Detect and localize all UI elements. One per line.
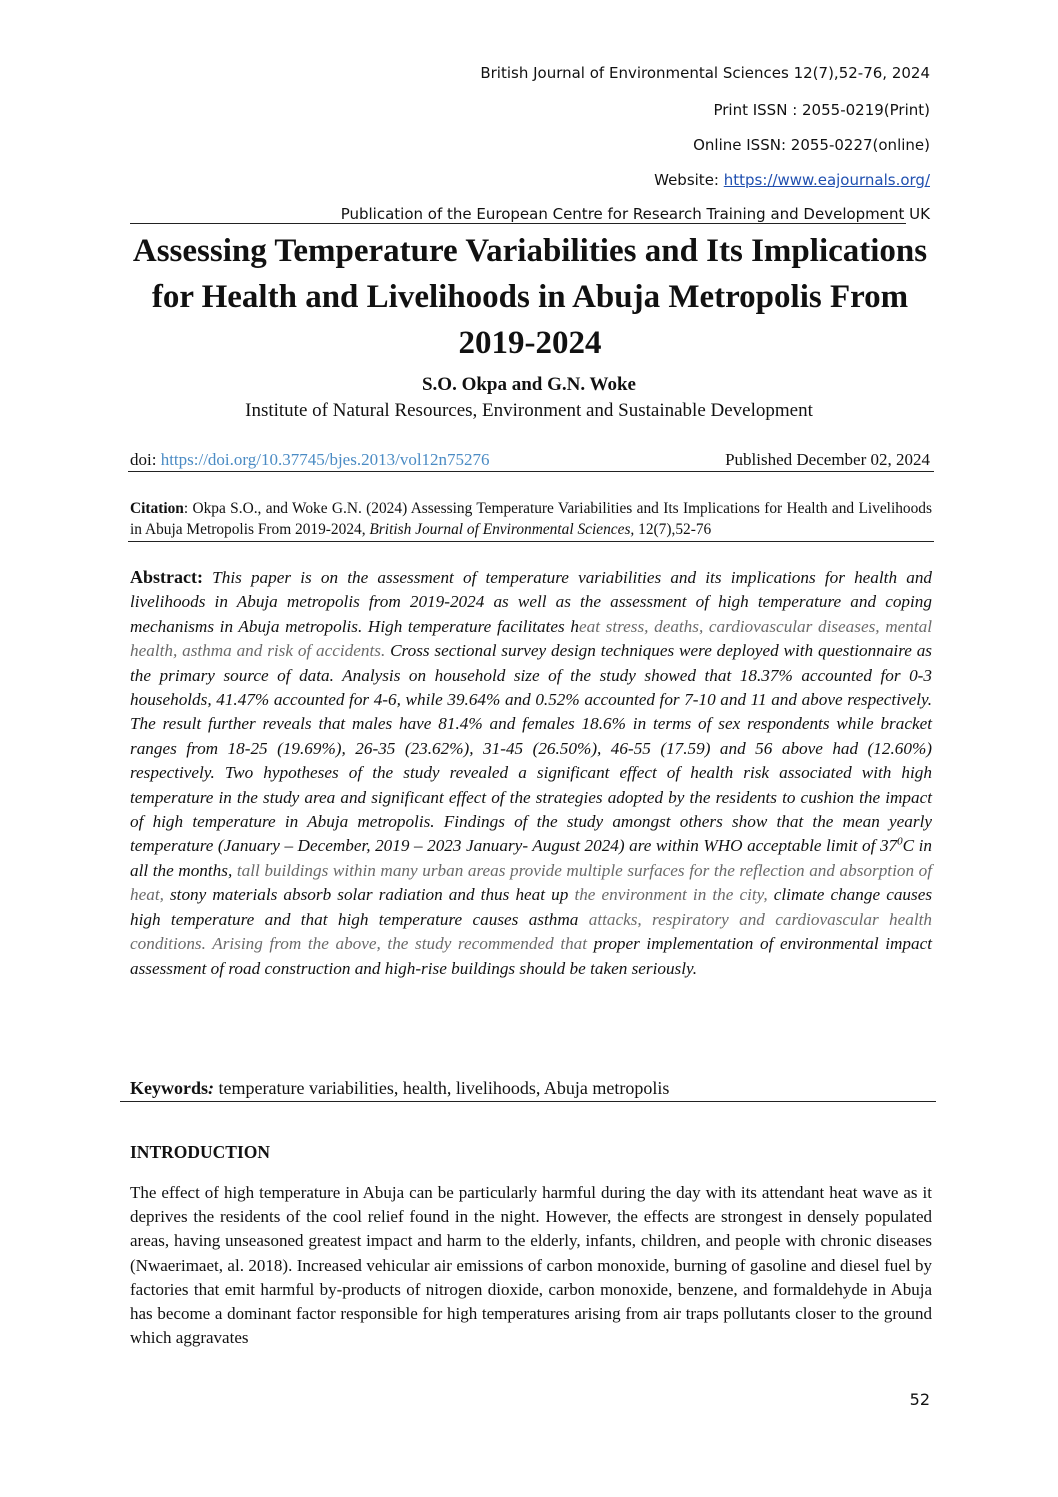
- header-rule: [130, 223, 906, 224]
- abstract: [130, 565, 932, 981]
- abstract-text-9: attacks, respiratory and cardiovascular health conditions. Arising from the above, the study recommended that: [130, 909, 933, 954]
- citation-tail: 12(7),52-76: [634, 521, 712, 538]
- online-issn: Online ISSN: 2055-0227(online): [693, 136, 930, 154]
- citation: [130, 498, 932, 540]
- paper-title: Assessing Temperature Variabilities and Its Implications for Health and Livelihoods in Abuja Metropolis From 2019-2024: [132, 233, 928, 361]
- introduction-text: The effect of high temperature in Abuja can be particularly harmful during the day with its attendant heat wave as it deprives the residents of the cool relief found in the night. However, the effects are strongest in densely populated areas, having unseasoned greatest impact and harm to the elderly, infants, children, and people with chronic diseases (Nwaerimaet, al. 2018). Increased vehicular air emissions of carbon monoxide, burning of gasoline and diesel fuel by factories that emit harmful by-products of nitrogen dioxide, carbon monoxide, benzene, and formaldehyde in Abuja has become a dominant factor responsible for high temperatures arising from air traps pollutants closer to the ground which aggravates: [130, 1183, 932, 1348]
- authors: S.O. Okpa and G.N. Woke: [421, 374, 636, 395]
- keywords: [130, 1078, 932, 1099]
- page-number: 52: [909, 1390, 930, 1409]
- journal-name: British Journal of Environmental Sciences 12(7),52-76, 2024: [480, 64, 930, 82]
- abstract-text-7: the environment in the city,: [574, 885, 768, 905]
- doi-rule: [128, 471, 934, 472]
- keywords-label: Keywords: [130, 1078, 208, 1098]
- website-label: Website:: [654, 171, 724, 189]
- abstract-text-10: proper implementation of environmental impact assessment of road construction and high-rise buildings should be taken seriously.: [130, 934, 932, 978]
- abstract-text-3: Cross sectional survey design techniques were deployed with questionnaire as the primary source of data. Analysis on household size of the study showed that 18.37% accounted for 0-3 households, 41.47% accounted for 4-6, while 39.64% and 0.52% accounted for 7-10 and 11 and above respectively. The result further reveals that males have 81.4% and females 18.6% in terms of sex respondents while bracket ranges from 18-25 (19.69%), 26-35 (23.62%), 31-45 (26.50%), 46-55 (17.59) and 56 above had (12.60%) respectively. Two hypotheses of the study revealed a significant effect of health risk associated with high temperature in the study area and significant effect of the strategies adopted by the residents to cushion the impact of high temperature in Abuja metropolis. Findings of the study amongst others show that the mean yearly temperature (January – December, 2019 – 2023 January- August 2024) are within WHO acceptable limit of 37: [130, 641, 932, 856]
- doi-row: [130, 450, 930, 470]
- keywords-text: temperature variabilities, health, livelihoods, Abuja metropolis: [214, 1078, 670, 1098]
- published-date: Published December 02, 2024: [725, 450, 930, 469]
- citation-label: Citation: [130, 500, 184, 517]
- website-link[interactable]: https://www.eajournals.org/: [723, 171, 930, 189]
- doi-label: doi:: [130, 450, 161, 469]
- abstract-text-2: eat stress, deaths, cardiovascular diseases, mental health, asthma and risk of accidents.: [130, 616, 933, 661]
- abstract-text-8: climate change causes high temperature and that high temperature causes asthma: [130, 885, 933, 929]
- introduction-heading: INTRODUCTION: [130, 1142, 271, 1162]
- affiliation: Institute of Natural Resources, Environment and Sustainable Development: [245, 400, 813, 421]
- citation-journal: British Journal of Environmental Sciences,: [369, 521, 635, 538]
- website-line: [654, 171, 930, 189]
- citation-rule: [128, 541, 934, 542]
- citation-text: : Okpa S.O., and Woke G.N. (2024) Assessing Temperature Variabilities and Its Implications for Health and Livelihoods in Abuja Metropolis From 2019-2024,: [130, 500, 932, 538]
- abstract-text-5: tall buildings within many urban areas provide multiple surfaces for the reflection and absorption of heat,: [130, 860, 932, 905]
- abstract-text-6: stony materials absorb solar radiation and thus heat up: [163, 885, 575, 905]
- print-issn: Print ISSN : 2055-0219(Print): [713, 101, 930, 119]
- publisher-line: Publication of the European Centre for Research Training and Development UK: [340, 205, 930, 223]
- abstract-text-4: C in all the months,: [130, 836, 932, 880]
- abstract-superscript: 0: [897, 835, 903, 848]
- doi-link[interactable]: https://doi.org/10.37745/bjes.2013/vol12n75276: [160, 450, 490, 469]
- abstract-label: Abstract:: [130, 567, 203, 587]
- keywords-rule: [120, 1101, 936, 1102]
- abstract-text-1: This paper is on the assessment of temperature variabilities and its implications for health and livelihoods in Abuja metropolis from 2019-2024 as well as the assessment of high temperature and coping mechanisms in Abuja metropolis. High temperature facilitates h: [130, 568, 933, 636]
- keywords-colon: :: [208, 1078, 214, 1098]
